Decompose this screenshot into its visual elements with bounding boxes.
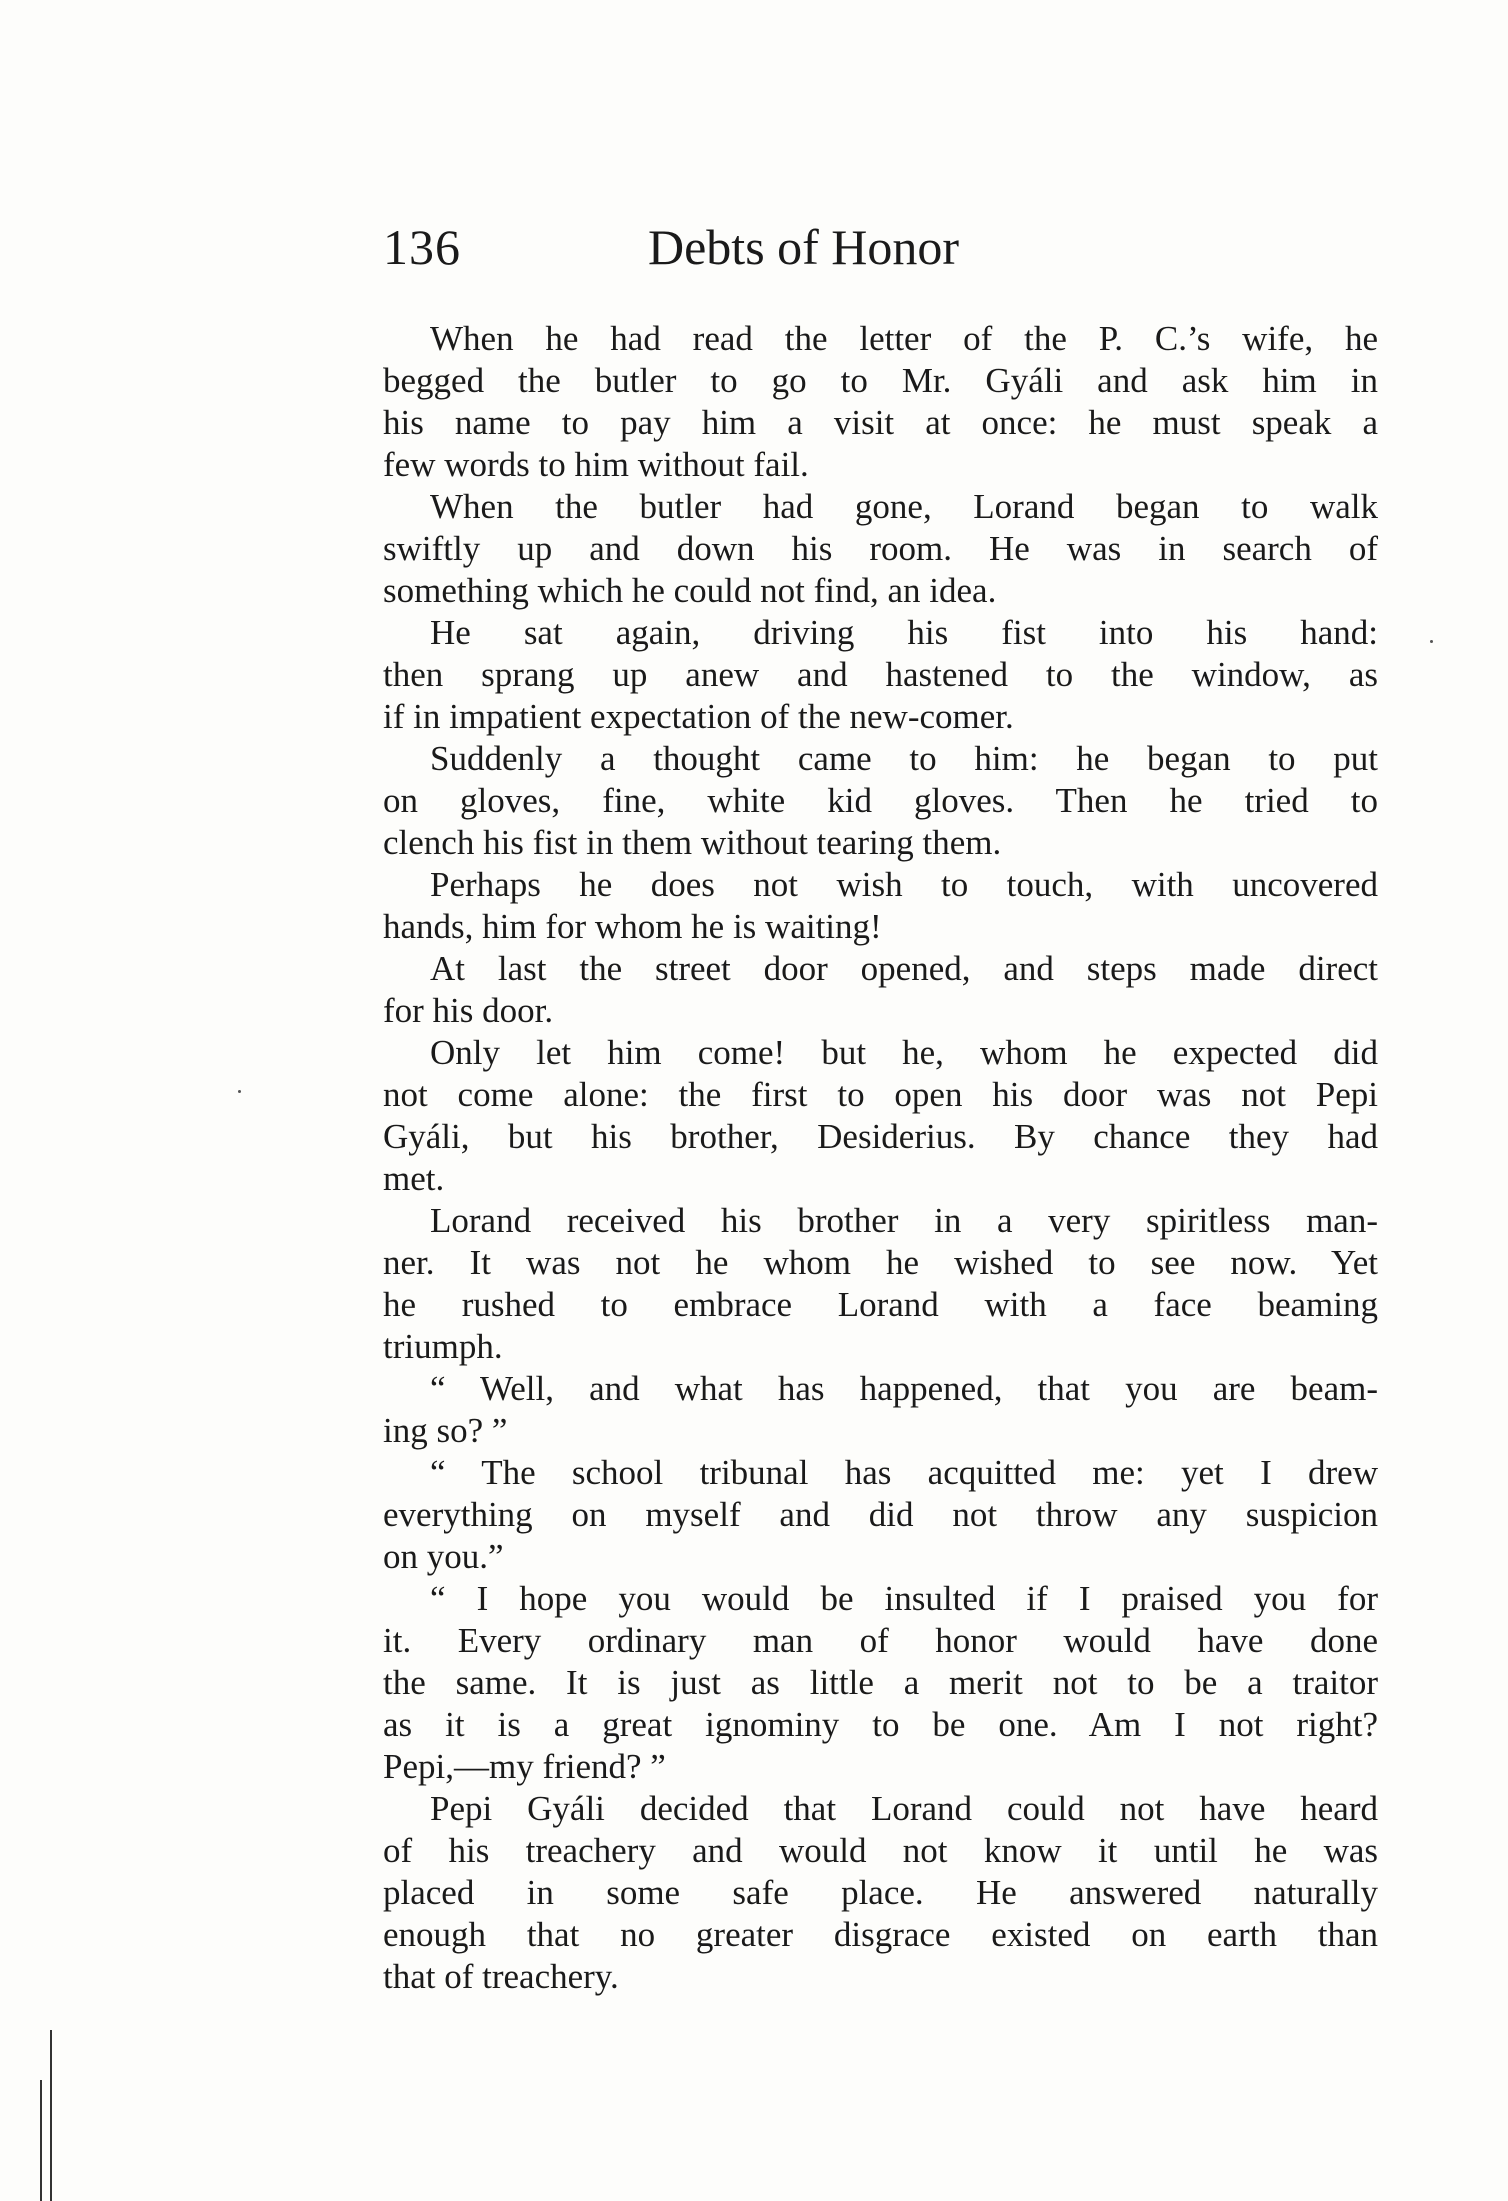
paragraph <box>383 1452 1378 1578</box>
scan-margin-mark <box>50 2030 52 2201</box>
text-line: everything on myself and did not throw any suspicion <box>383 1495 1378 1534</box>
paragraph <box>383 1032 1378 1200</box>
text-line: placed in some safe place. He answered naturally <box>383 1873 1378 1912</box>
text-line: as it is a great ignominy to be one. Am I not right? <box>383 1705 1378 1744</box>
page-header <box>383 212 1378 282</box>
scan-speck <box>1430 640 1433 643</box>
text-line: swiftly up and down his room. He was in search of <box>383 529 1378 568</box>
text-line: Suddenly a thought came to him: he began to put <box>430 739 1378 778</box>
text-line: on gloves, fine, white kid gloves. Then he tried to <box>383 781 1378 820</box>
paragraph <box>383 486 1378 612</box>
text-line: “ The school tribunal has acquitted me: yet I drew <box>430 1453 1378 1492</box>
text-line: something which he could not find, an idea. <box>383 571 997 610</box>
text-line: begged the butler to go to Mr. Gyáli and ask him in <box>383 361 1378 400</box>
text-line: the same. It is just as little a merit not to be a traitor <box>383 1663 1378 1702</box>
text-line: When the butler had gone, Lorand began to walk <box>430 487 1378 526</box>
text-line: He sat again, driving his fist into his hand: <box>430 613 1378 652</box>
paragraph <box>383 1788 1378 1998</box>
text-line: of his treachery and would not know it until he was <box>383 1831 1378 1870</box>
text-line: enough that no greater disgrace existed on earth than <box>383 1915 1378 1954</box>
paragraph <box>383 1200 1378 1368</box>
paragraph <box>383 738 1378 864</box>
page-number: 136 <box>383 219 461 275</box>
text-line: few words to him without fail. <box>383 445 809 484</box>
text-line: “ Well, and what has happened, that you are beam- <box>430 1369 1378 1408</box>
text-line: When he had read the letter of the P. C.’s wife, he <box>430 319 1378 358</box>
paragraph <box>383 612 1378 738</box>
text-line: it. Every ordinary man of honor would have done <box>383 1621 1378 1660</box>
text-line: that of treachery. <box>383 1957 619 1996</box>
paragraph <box>383 1578 1378 1788</box>
text-line: Pepi Gyáli decided that Lorand could not have heard <box>430 1789 1378 1828</box>
paragraph <box>383 318 1378 486</box>
text-line: ner. It was not he whom he wished to see now. Yet <box>383 1243 1378 1282</box>
text-line: Only let him come! but he, whom he expected did <box>430 1033 1378 1072</box>
text-line: Lorand received his brother in a very spiritless man- <box>430 1201 1378 1240</box>
text-line: for his door. <box>383 991 554 1030</box>
paragraph <box>383 1368 1378 1452</box>
text-line: he rushed to embrace Lorand with a face beaming <box>383 1285 1378 1324</box>
running-title: Debts of Honor <box>648 219 960 275</box>
text-line: “ I hope you would be insulted if I praised you for <box>430 1579 1378 1618</box>
paragraph <box>383 864 1378 948</box>
text-line: not come alone: the first to open his door was not Pepi <box>383 1075 1378 1114</box>
text-line: ing so? ” <box>383 1411 508 1450</box>
text-line: Pepi,—my friend? ” <box>383 1747 666 1786</box>
paragraph <box>383 948 1378 1032</box>
scan-speck <box>238 1090 241 1093</box>
text-line: At last the street door opened, and steps made direct <box>430 949 1378 988</box>
text-line: his name to pay him a visit at once: he must speak a <box>383 403 1378 442</box>
text-line: if in impatient expectation of the new-comer. <box>383 697 1014 736</box>
text-line: on you.” <box>383 1537 504 1576</box>
text-line: clench his fist in them without tearing them. <box>383 823 1002 862</box>
text-line: met. <box>383 1159 445 1198</box>
text-line: Gyáli, but his brother, Desiderius. By chance they had <box>383 1117 1378 1156</box>
text-line: triumph. <box>383 1327 503 1366</box>
text-line: hands, him for whom he is waiting! <box>383 907 882 946</box>
scan-margin-mark <box>40 2080 42 2201</box>
text-line: then sprang up anew and hastened to the window, as <box>383 655 1378 694</box>
body-text <box>383 318 1378 1998</box>
text-line: Perhaps he does not wish to touch, with uncovered <box>430 865 1378 904</box>
